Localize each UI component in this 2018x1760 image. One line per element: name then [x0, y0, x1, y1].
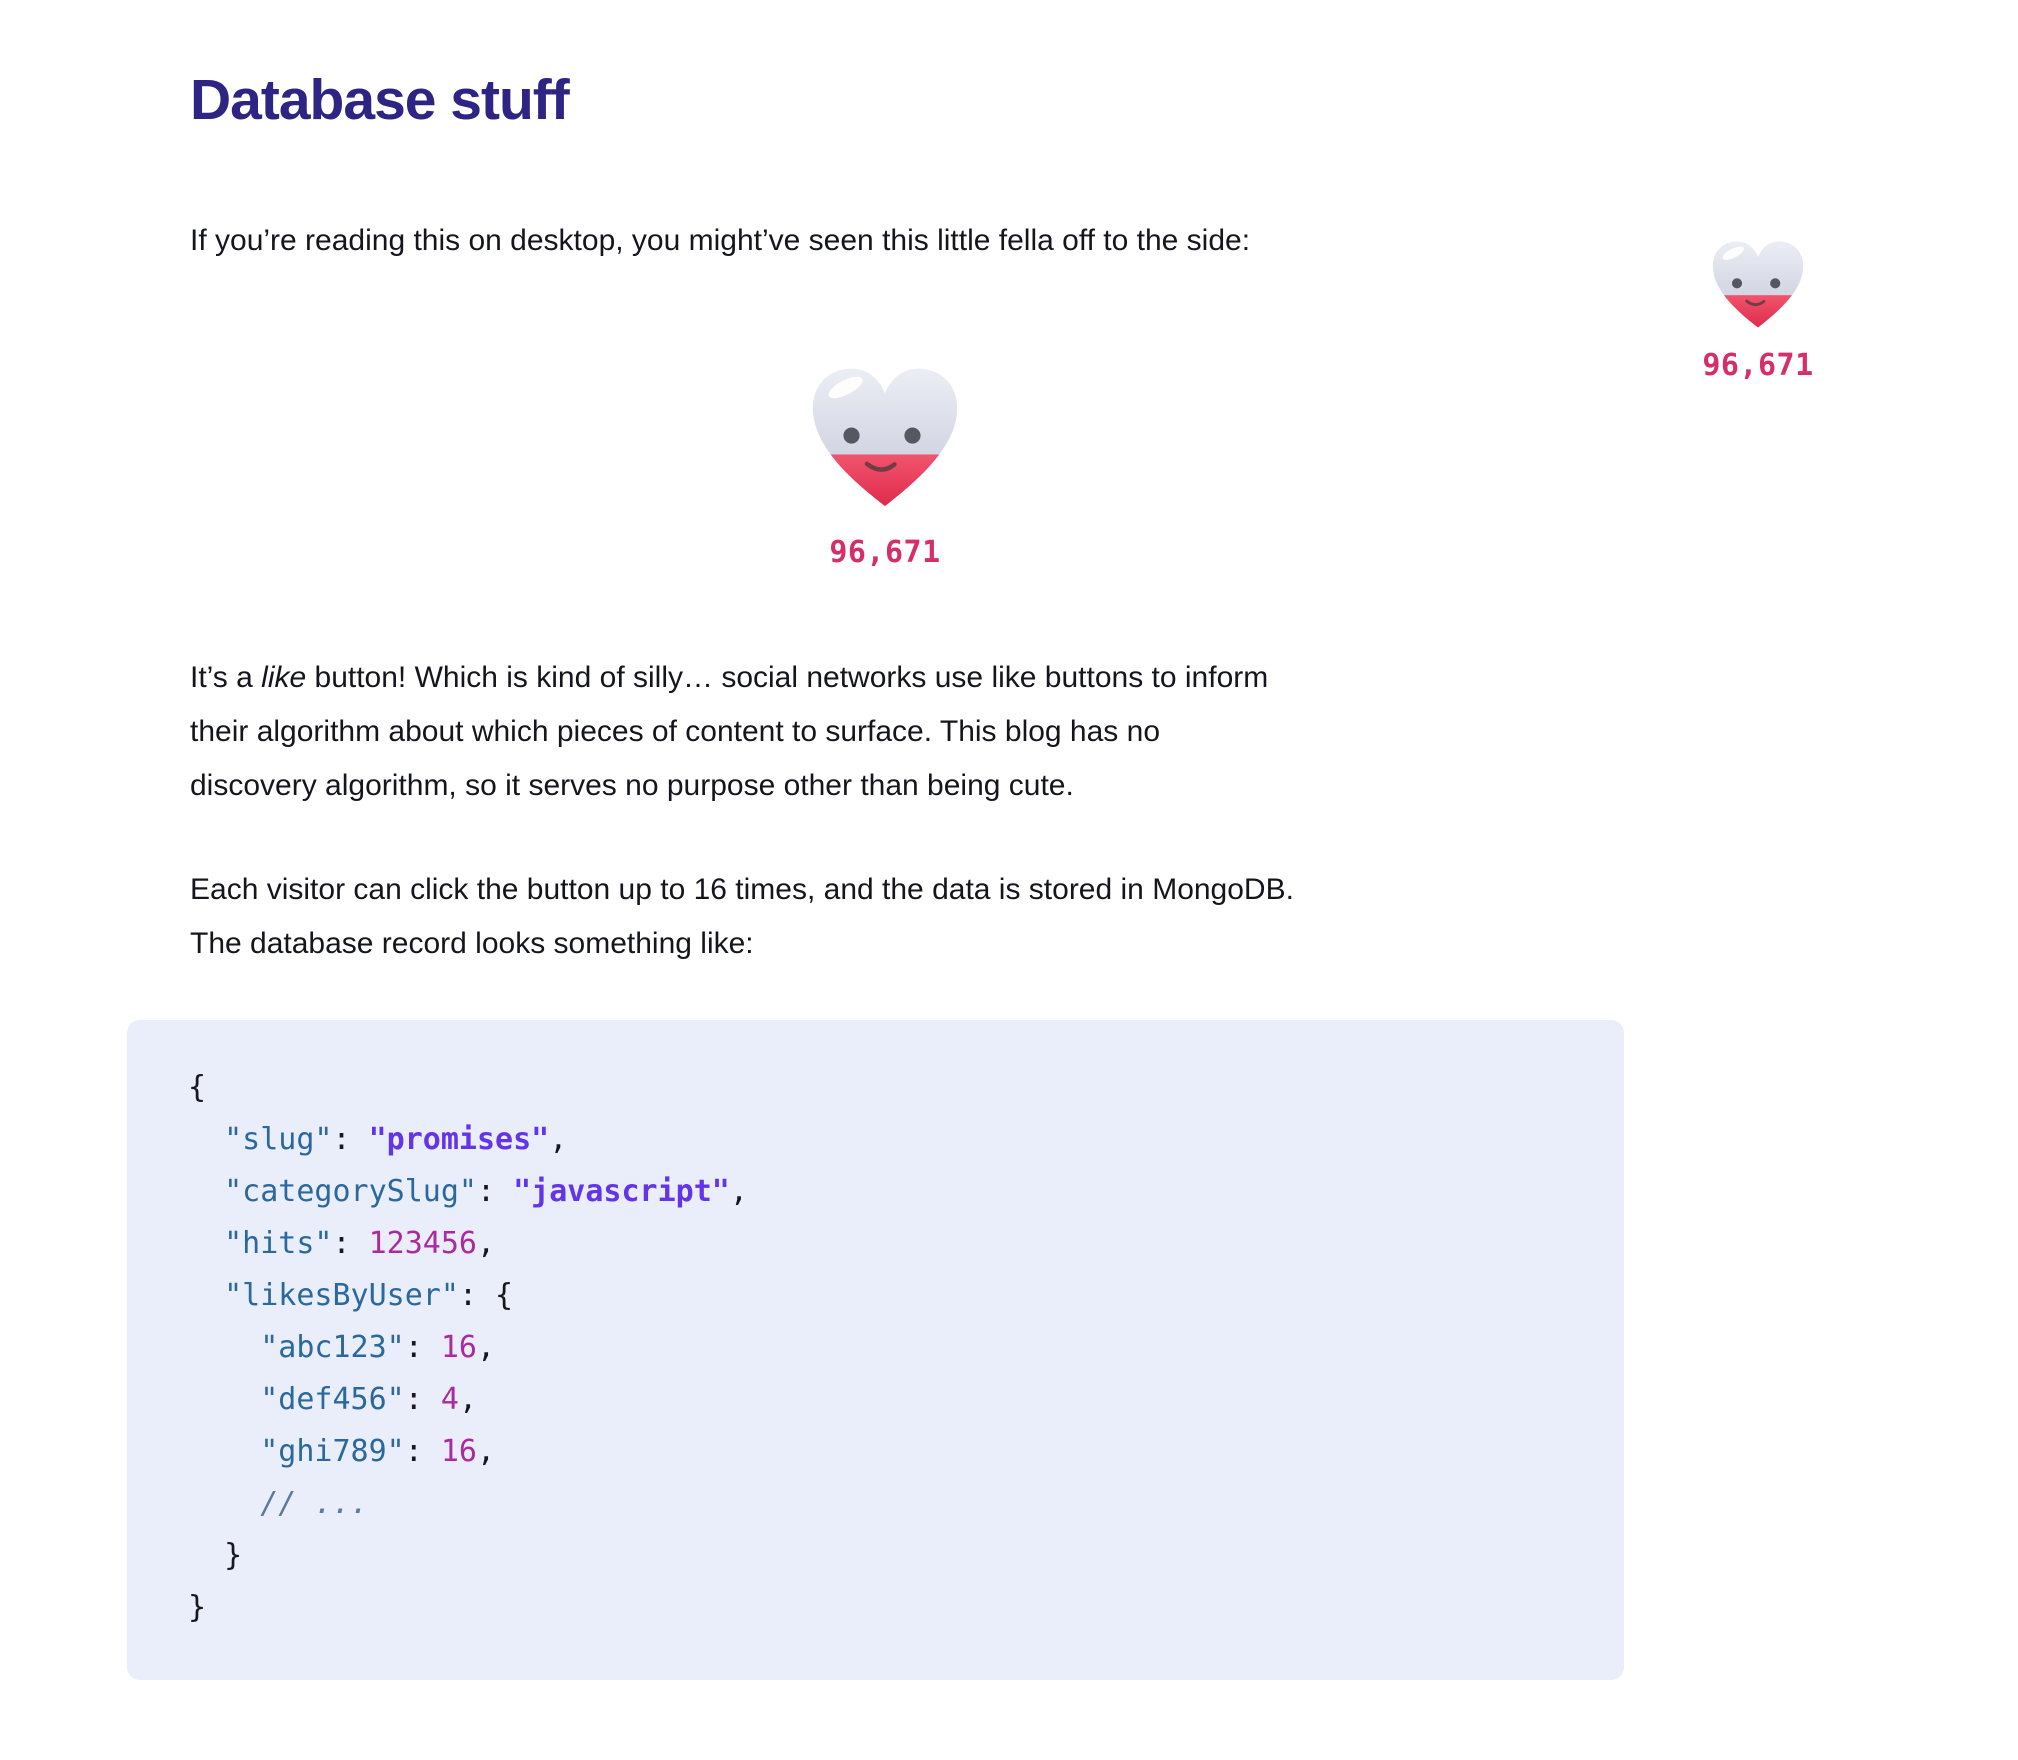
- text-run: like: [261, 661, 307, 695]
- code-token: 16: [440, 1330, 477, 1366]
- text-run: button! Which is kind of silly… social networks use like buttons to inform: [306, 661, 1269, 695]
- code-token: 123456: [368, 1226, 477, 1262]
- code-token: "def456": [260, 1382, 405, 1418]
- like-count: 96,671: [1702, 348, 1814, 383]
- code-token: "likesByUser": [224, 1278, 459, 1314]
- code-token: // ...: [260, 1486, 369, 1522]
- code-token: "ghi789": [260, 1434, 405, 1470]
- text-run: Each visitor can click the button up to 16 times, and the data is stored in MongoDB.: [190, 873, 1294, 907]
- code-token: :: [332, 1122, 369, 1158]
- code-token: [188, 1174, 224, 1209]
- code-token: :: [477, 1174, 514, 1210]
- code-token: [188, 1330, 260, 1365]
- like-button-demo: [190, 360, 1580, 572]
- heart-face-icon: [799, 360, 971, 518]
- code-block-database-record: [127, 1020, 1624, 1680]
- code-token: 4: [440, 1382, 459, 1418]
- code-token: ,: [477, 1434, 496, 1470]
- code-token: "promises": [368, 1122, 550, 1158]
- code-token: ,: [477, 1226, 496, 1262]
- code-token: 16: [440, 1434, 477, 1470]
- like-count-demo: 96,671: [829, 535, 941, 571]
- code-token: {: [188, 1070, 207, 1106]
- code-token: [188, 1486, 260, 1521]
- code-token: ,: [549, 1122, 568, 1158]
- like-button[interactable]: [1704, 236, 1812, 335]
- code-token: ,: [477, 1330, 496, 1366]
- code-token: [188, 1382, 260, 1417]
- code-token: "categorySlug": [224, 1174, 477, 1210]
- page-title: Database stuff: [190, 68, 569, 132]
- like-explainer-paragraph: [190, 651, 1580, 813]
- code-token: ,: [729, 1174, 748, 1210]
- text-run: It’s a: [190, 661, 262, 695]
- code-token: }: [188, 1590, 207, 1626]
- code-token: [188, 1434, 260, 1469]
- code-token: [188, 1122, 224, 1157]
- code-token: [188, 1226, 224, 1261]
- blog-article: [190, 0, 1580, 1680]
- code-token: "abc123": [260, 1330, 405, 1366]
- code-token: "hits": [224, 1226, 333, 1262]
- code-token: :: [404, 1382, 441, 1418]
- text-run: their algorithm about which pieces of content to surface. This blog has no: [190, 715, 1161, 749]
- like-button-demo-heart[interactable]: [799, 360, 971, 518]
- database-paragraph: [190, 863, 1580, 971]
- code-token: :: [332, 1226, 369, 1262]
- code-token: "slug": [224, 1122, 333, 1158]
- code-token: [188, 1278, 224, 1313]
- text-run: The database record looks something like:: [190, 927, 754, 961]
- code-token: }: [188, 1538, 243, 1574]
- floating-like-widget: [1696, 236, 1820, 385]
- code-token: :: [404, 1330, 441, 1366]
- heart-face-icon: [1704, 236, 1812, 335]
- code-token: :: [404, 1434, 441, 1470]
- text-run: If you’re reading this on desktop, you might’ve seen this little fella off to the side:: [190, 224, 1251, 258]
- intro-paragraph: [190, 214, 1580, 268]
- text-run: discovery algorithm, so it serves no purpose other than being cute.: [190, 769, 1074, 803]
- code-token: : {: [458, 1278, 514, 1314]
- code-token: ,: [458, 1382, 477, 1418]
- code-token: "javascript": [513, 1174, 730, 1210]
